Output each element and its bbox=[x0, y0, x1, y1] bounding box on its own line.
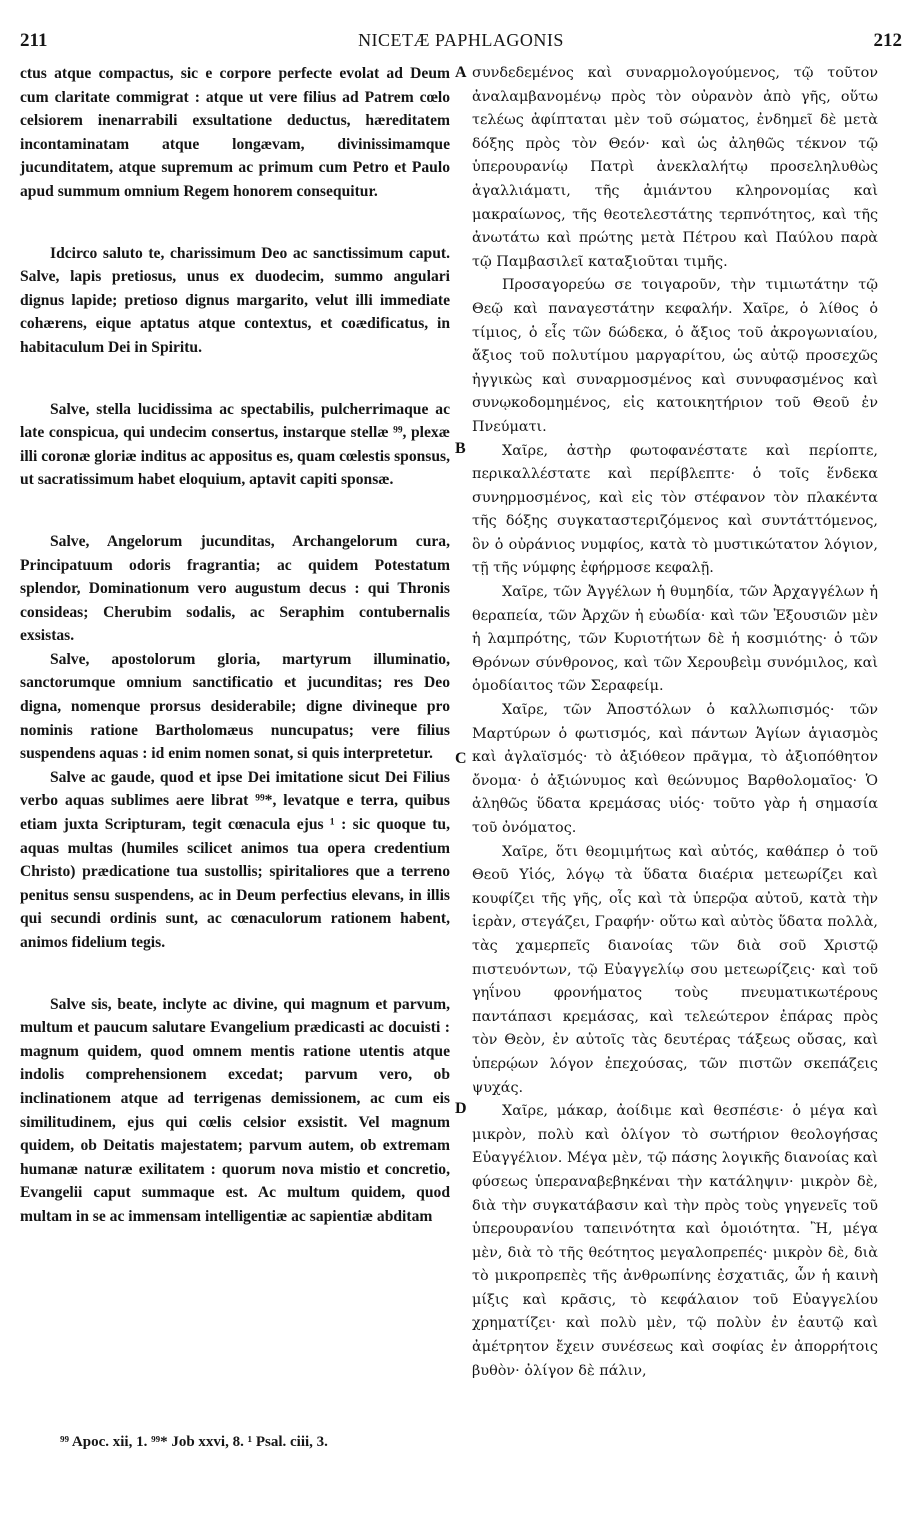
greek-column bbox=[472, 62, 878, 1383]
margin-marker-c: C bbox=[455, 750, 467, 767]
greek-paragraph: Χαῖρε, ἀστὴρ φωτοφανέστατε καὶ περίοπτε, περικαλλέστατε καὶ περίβλεπτε· ὁ τοῖς ἕνδεκα συνηρμοσμένος, καὶ εἰς τὸν στέφανον τὸν πλακέντα τῆς δόξης συγκαταστεριζόμενος καὶ συντάττόμενος, ὃν ὁ οὐράνιος νυμφίος, κατὰ τὸ μυστικώτατον λόγιον, τῇ τῆς νύμφης ἐφήρμοσε κεφαλῇ. bbox=[472, 442, 878, 577]
latin-paragraph: Salve ac gaude, quod et ipse Dei imitatione sicut Dei Filius verbo aquas sublimes aere librat ⁹⁹*, levatque e terra, quibus etiam juxta Scripturam, tegit cœnacula ejus ¹ : sic quoque tu, aquas multas (humiles scilicet animos tua opera credentium Christo) prædicatione tua sustollis; spiritaliores que a terreno penitus sensu suspendens, ac in Deum perfectius elevans, in illis qui secundi ordinis sunt, ac cœnaculorum rationem habent, animos fidelium tegis. bbox=[20, 768, 450, 951]
greek-paragraph: Προσαγορεύω σε τοιγαροῦν, τὴν τιμιωτάτην τῷ Θεῷ καὶ παναγεστάτην κεφαλήν. Χαῖρε, ὁ λίθος ὁ τίμιος, ὁ εἷς τῶν δώδεκα, ὁ ἄξιος τοῦ ἀκρογωνιαίου, ἄξιος τοῦ πολυτίμου μαργαρίτου, ὡς αὐτῷ προσεχῶς ἠγγικὼς καὶ συναρμοσμένος καὶ συνυφασμένος καὶ συνῳκοδομημένος, εἰς κατοικητήριον τοῦ Θεοῦ ἐν Πνεύματι. bbox=[472, 277, 878, 435]
margin-marker-b: B bbox=[455, 440, 466, 457]
latin-paragraph: ctus atque compactus, sic e corpore perfecte evolat ad Deum cum claritate commigrat : atque ut vere filius ad Patrem cœlo celsiorem inenarrabili exsultatione deductus, hæreditatem incontaminatam atque longævam, divinissimamque jucunditatem, atque supremum ac primum cum Petro et Paulo apud summum omnium Regem honorem consequitur. bbox=[20, 65, 450, 200]
greek-paragraph: Χαῖρε, μάκαρ, ἀοίδιμε καὶ θεσπέσιε· ὁ μέγα καὶ μικρὸν, πολὺ καὶ ὀλίγον τὸ σωτήριον θεολογήσας Εὐαγγέλιον. Μέγα μὲν, τῷ πάσης λογικῆς διανοίας καὶ φύσεως ὑπεραναβεβηκέναι τὴν κατάληψιν· μικρὸν δὲ, διὰ τὴν συγκατάβασιν καὶ τὴν πρὸς τοὺς γηγενεῖς τοῦ ὑπερουρανίου ταπεινότητα καὶ ὁμοιότητα. Ἢ, μέγα μὲν, διὰ τὸ τῆς θεότητος μεγαλοπρεπές· μικρὸν δὲ, διὰ τὸ μικροπρεπὲς τῆς ἀνθρωπίνης ἐσχατιᾶς, ὧν ἡ καινὴ μίξις καὶ κρᾶσις, τὸ κεφάλαιον τοῦ Εὐαγγελίου χρηματίζει· καὶ πολὺ μὲν, τῷ πολὺν ἐν ἑαυτῷ καὶ ἀμέτρητον ἔχειν συνέσεως καὶ σοφίας ἐν ἀπορρήτοις βυθὸν· ὀλίγον δὲ πάλιν, bbox=[472, 1103, 878, 1379]
latin-paragraph: Salve, stella lucidissima ac spectabilis, pulcherrimaque ac late conspicua, qui undecim consertus, instarque stellæ ⁹⁹, plexæ illi coronæ gloriæ inditus ac appositus es, quam cœlestis sponsus, ut sacratissimum habet eloquium, aptavit capiti sponsæ. bbox=[20, 400, 450, 489]
latin-paragraph: Salve sis, beate, inclyte ac divine, qui magnum et parvum, multum et paucum salutare Evangelium prædicasti ac docuisti : magnum quidem, quod omnem mentis ratione utentis atque indolis comprehensionem excedat; parvum vero, ob inclinationem atque ad terrigenas demissionem, ac cum eis similitudinem, ejus qui cœlis celsior exsistit. Vel magnum quidem, ob Deitatis majestatem; parvum autem, ob extremam humanæ naturæ exilitatem : quorum nova mistio et concretio, Evangelii caput summaque est. Ac multum quidem, quod multam in se ac immensam intelligentiæ ac sapientiæ abditam bbox=[20, 995, 450, 1225]
margin-marker-d: D bbox=[455, 1100, 467, 1117]
page-number-left: 211 bbox=[20, 30, 48, 51]
running-header bbox=[20, 30, 902, 58]
greek-paragraph: Χαῖρε, ὅτι θεομιμήτως καὶ αὐτός, καθάπερ ὁ τοῦ Θεοῦ Υἱός, λόγῳ τὰ ὕδατα διαέρια μετεωρίζει καὶ κουφίζει τῆς γῆς, οἷς καὶ τὰ ὑπερῷα αὐτοῦ, κατὰ τὴν ἱερὰν, στεγάζει, Γραφήν· οὕτω καὶ αὐτὸς ὕδατα πολλὰ, τὰς χαμερπεῖς διανοίας τῶν διὰ σοῦ Χριστῷ πιστευόντων, τῷ Εὐαγγελίῳ σου μετεωρίζεις· καὶ τοῦ γηΐνου φρονήματος τοὺς πνευματικωτέρους παντάπασι κρεμάσας, καὶ τελεώτερον ἐπάρας πρὸς τὸν Θεὸν, ἐν αὐτοῖς τὰς δευτέρας τάξεως οὔσας, καὶ ὑπερῴων λόγον ἐπεχούσας, τῶν πιστῶν σκεπάζεις ψυχάς. bbox=[472, 843, 878, 1096]
running-title: NICETÆ PAPHLAGONIS bbox=[358, 30, 564, 50]
latin-paragraph: Idcirco saluto te, charissimum Deo ac sanctissimum caput. Salve, lapis pretiosus, unus ex duodecim, summo angulari dignus lapide; pretioso dignus margarito, velut illi immediate cohærens, eique aptatus atque contextus, et coædificatus, in habitaculum Dei in Spiritu. bbox=[20, 244, 450, 356]
greek-paragraph: Χαῖρε, τῶν Ἀγγέλων ἡ θυμηδία, τῶν Ἀρχαγγέλων ἡ θεραπεία, τῶν Ἀρχῶν ἡ εὐωδία· καὶ τῶν Ἐξουσιῶν μὲν ἡ λαμπρότης, τῶν Κυριοτήτων δὲ ἡ κοσμιότης· ὁ τῶν Θρόνων σύνθρονος, καὶ τῶν Χερουβεὶμ συνόμιλος, καὶ ὁμοδίαιτος τῶν Σεραφείμ. bbox=[472, 584, 878, 695]
latin-column bbox=[20, 62, 450, 1229]
page-number-right: 212 bbox=[873, 30, 902, 51]
latin-paragraph: Salve, apostolorum gloria, martyrum illuminatio, sanctorumque omnium sanctificatio et jucunditas; res Deo digna, nomenque prorsus desiderabile; digne divineque pro nominis ratione Bartholomæus nuncupatus; vere filius suspendens aquas : id enim nomen sonat, si quis interpretetur. bbox=[20, 650, 450, 763]
footnotes: ⁹⁹ Apoc. xii, 1. ⁹⁹* Job xxvi, 8. ¹ Psal. ciii, 3. bbox=[60, 1434, 328, 1450]
greek-paragraph: Χαῖρε, τῶν Ἀποστόλων ὁ καλλωπισμός· τῶν Μαρτύρων ὁ φωτισμός, καὶ πάντων Ἁγίων ἁγιασμὸς καὶ ἀγλαϊσμός· τὸ ἀξιόθεον πρᾶγμα, τὸ ἀξιοπόθητον ὄνομα· ὁ ἀξιώνυμος καὶ θεώνυμος Βαρθολομαῖος· Ὁ ἀληθῶς ὕδατα κρεμάσας υἱός· τοῦτο γὰρ ἡ σημασία τοῦ ὀνόματος. bbox=[472, 702, 878, 836]
greek-paragraph: συνδεδεμένος καὶ συναρμολογούμενος, τῷ τοῦτον ἀναλαμβανομένῳ πρὸς τὸν οὐρανὸν ἀπὸ γῆς, οὕτω τελέως ἀφίπταται μὲν τοῦ σώματος, ἐνδημεῖ δὲ μετὰ δόξης πρὸς τὸν Θεόν· καὶ ὡς ἀληθῶς τέκνον τῷ ὑπερουρανίῳ Πατρὶ ἀνεκλαλήτῳ προσεληλυθὼς ἀγαλλιάματι, τῆς ἀμιάντου κληρονομίας καὶ μακραίωνος, τῆς θεοτελεστάτης τερπνότητος, καὶ τῆς ἀνωτάτω καὶ πρώτης μετὰ Πέτρου καὶ Παύλου παρὰ τῷ Παμβασιλεῖ καταξιοῦται τιμῆς. bbox=[472, 65, 878, 270]
margin-marker-a: A bbox=[455, 64, 467, 81]
latin-paragraph: Salve, Angelorum jucunditas, Archangelorum cura, Principatuum odoris fragrantia; ac quidem Potestatum splendor, Dominationum vero augustum decus : qui Thronis consideas; Cherubim sodalis, ac Seraphim contubernalis exsistas. bbox=[20, 532, 450, 645]
